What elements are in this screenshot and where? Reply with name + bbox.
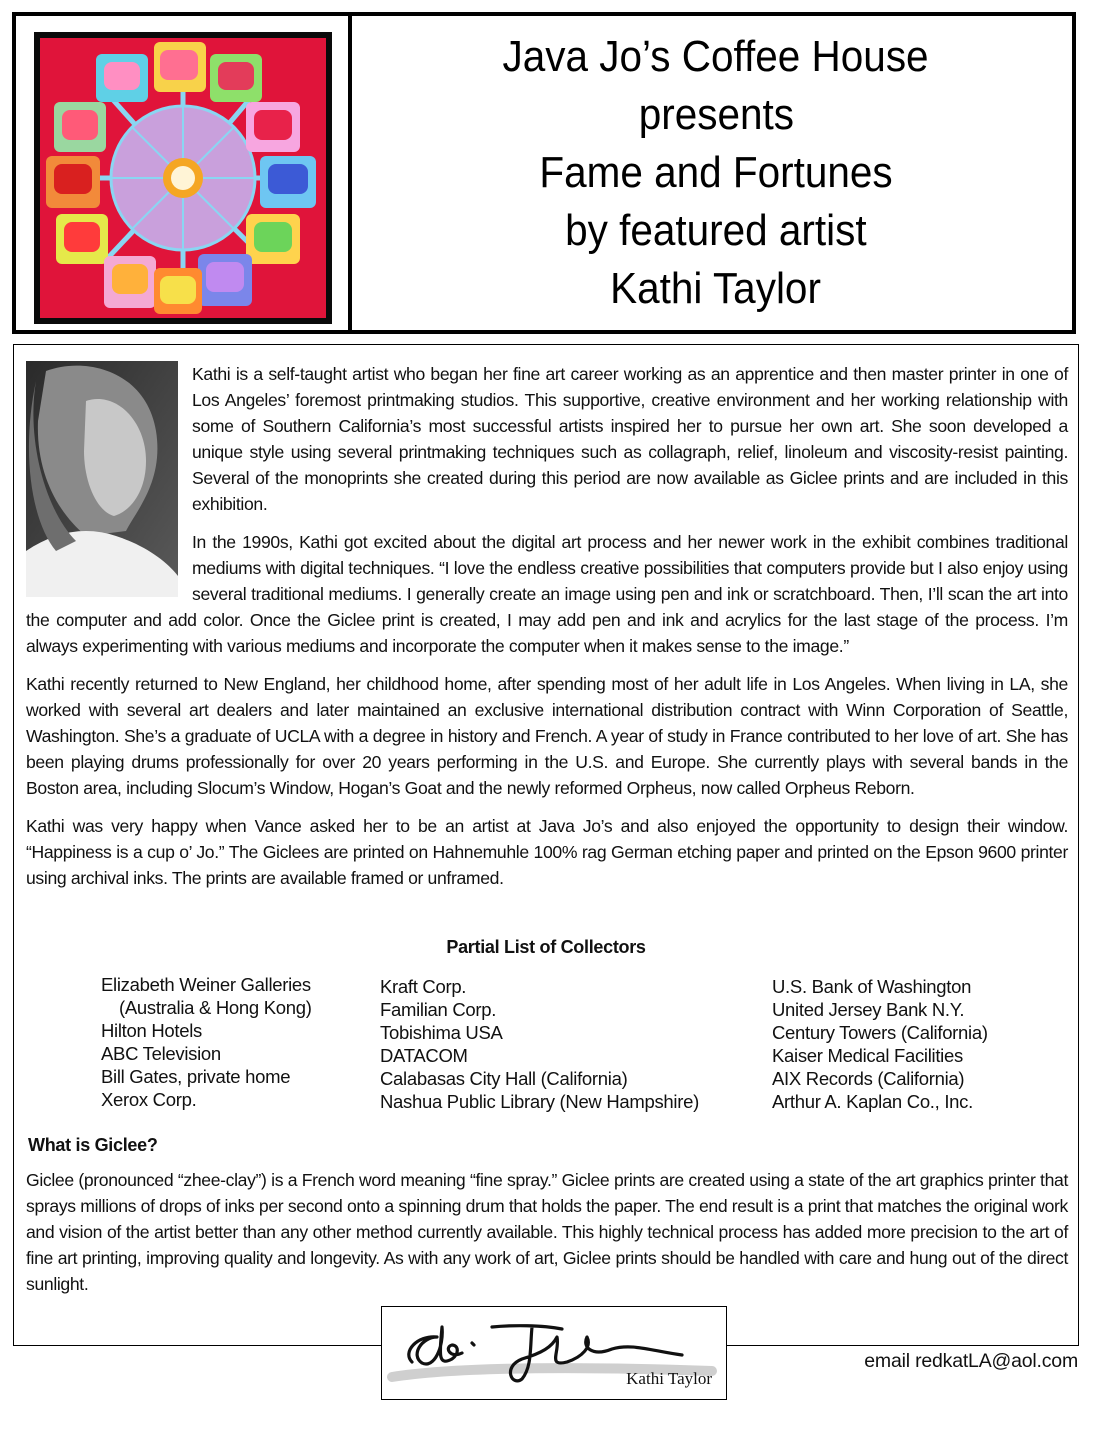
list-item: DATACOM [380,1045,468,1066]
list-item: United Jersey Bank N.Y. [772,999,965,1020]
bio-paragraph-3: Kathi recently returned to New England, her childhood home, after spending most of her adult life in Los Angeles. When living in LA, she worked with several art dealers and later maintained an exclusive international distribution contract with Winn Corporation of Seattle, Washington. She’s a graduate of UCLA with a degree in history and French. A year of study in France contributed to her love of art. She has been playing drums professionally for over 20 years performing in the U.S. and Europe. She currently plays with several bands in the Boston area, including Slocum’s Window, Hogan’s Goat and the newly reformed Orpheus, now called Orpheus Reborn. [26,674,1068,798]
list-item: Familian Corp. [380,999,497,1020]
bio-paragraph-1: Kathi is a self-taught artist who began her fine art career working as an apprentice and then master printer in one of Los Angeles’ foremost printmaking studios. This supportive, creative environment and her working relationship with some of Southern California’s most successful artists inspired her to pursue her own art. She soon developed a unique style using several printmaking techniques such as collagraph, relief, linoleum and viscosity-resist painting. Several of the monoprints she created during this period are now available as Giclee prints and are included in this exhibition. [192,364,1068,514]
giclee-heading: What is Giclee? [28,1135,158,1155]
title-line-featured: by featured artist [565,206,867,255]
list-item: Hilton Hotels [101,1020,202,1041]
title-line-presents: presents [638,90,794,139]
collectors-column-2 [380,975,699,1113]
list-item: Calabasas City Hall (California) [380,1068,628,1089]
header-box [12,12,1076,334]
list-item: Elizabeth Weiner Galleries [101,974,311,995]
bio-section [26,361,1068,903]
list-item: ABC Television [101,1043,221,1064]
artwork-frame [16,16,352,330]
bio-paragraph-2: In the 1990s, Kathi got excited about the digital art process and her newer work in the exhibit combines traditional mediums with digital techniques. “I love the endless creative possibilities that computers provide but I also enjoy using several traditional mediums. I generally create an image using pen and ink or scratchboard. Then, I’ll scan the art into the computer and add color. Once the Giclee print is created, I may add pen and ink and acrylics for the last stage of the process. I’m always experimenting with various mediums and incorporate the computer when it makes sense to the image.” [26,532,1068,656]
list-item: Bill Gates, private home [101,1066,291,1087]
signature-box [381,1306,727,1400]
list-item: AIX Records (California) [772,1068,965,1089]
signature-printed-name: Kathi Taylor [626,1369,712,1388]
list-item: Tobishima USA [380,1022,503,1043]
list-item: Kraft Corp. [380,976,467,997]
artist-portrait-photo [26,361,178,597]
list-item: Century Towers (California) [772,1022,988,1043]
content-box [13,344,1079,1346]
collectors-heading: Partial List of Collectors [446,937,646,957]
list-item: U.S. Bank of Washington [772,976,972,997]
list-item: (Australia & Hong Kong) [119,997,312,1018]
contact-email: email redkatLA@aol.com [864,1350,1078,1372]
title-line-artist: Kathi Taylor [610,264,822,313]
collectors-column-1 [101,973,312,1111]
bio-paragraph-4: Kathi was very happy when Vance asked her to be an artist at Java Jo’s and also enjoyed the opportunity to design their window. “Happiness is a cup o’ Jo.” The Giclees are printed on Hahnemuhle 100% rag German etching paper and printed on the Epson 9600 printer using archival inks. The prints are available framed or unframed. [26,816,1068,888]
artwork-fortune-wheel-image [34,32,332,324]
list-item: Arthur A. Kaplan Co., Inc. [772,1091,973,1112]
list-item: Nashua Public Library (New Hampshire) [380,1091,699,1112]
list-item: Xerox Corp. [101,1089,197,1110]
event-title-block [360,16,1072,330]
list-item: Kaiser Medical Facilities [772,1045,963,1066]
title-line-show-name: Fame and Fortunes [539,148,893,197]
giclee-paragraph: Giclee (pronounced “zhee-clay”) is a French word meaning “fine spray.” Giclee prints are created using a state of the art graphics printer that sprays millions of drops of inks per second onto a spinning drum that holds the paper. The end result is a print that matches the original work and vision of the artist better than any other method currently available. This highly technical process has added more precision to the art of fine art printing, improving quality and longevity. As with any work of art, Giclee prints should be handled with care and hung out of the direct sunlight. [26,1170,1069,1294]
collectors-column-3 [772,975,988,1113]
title-line-venue: Java Jo’s Coffee House [502,32,930,81]
